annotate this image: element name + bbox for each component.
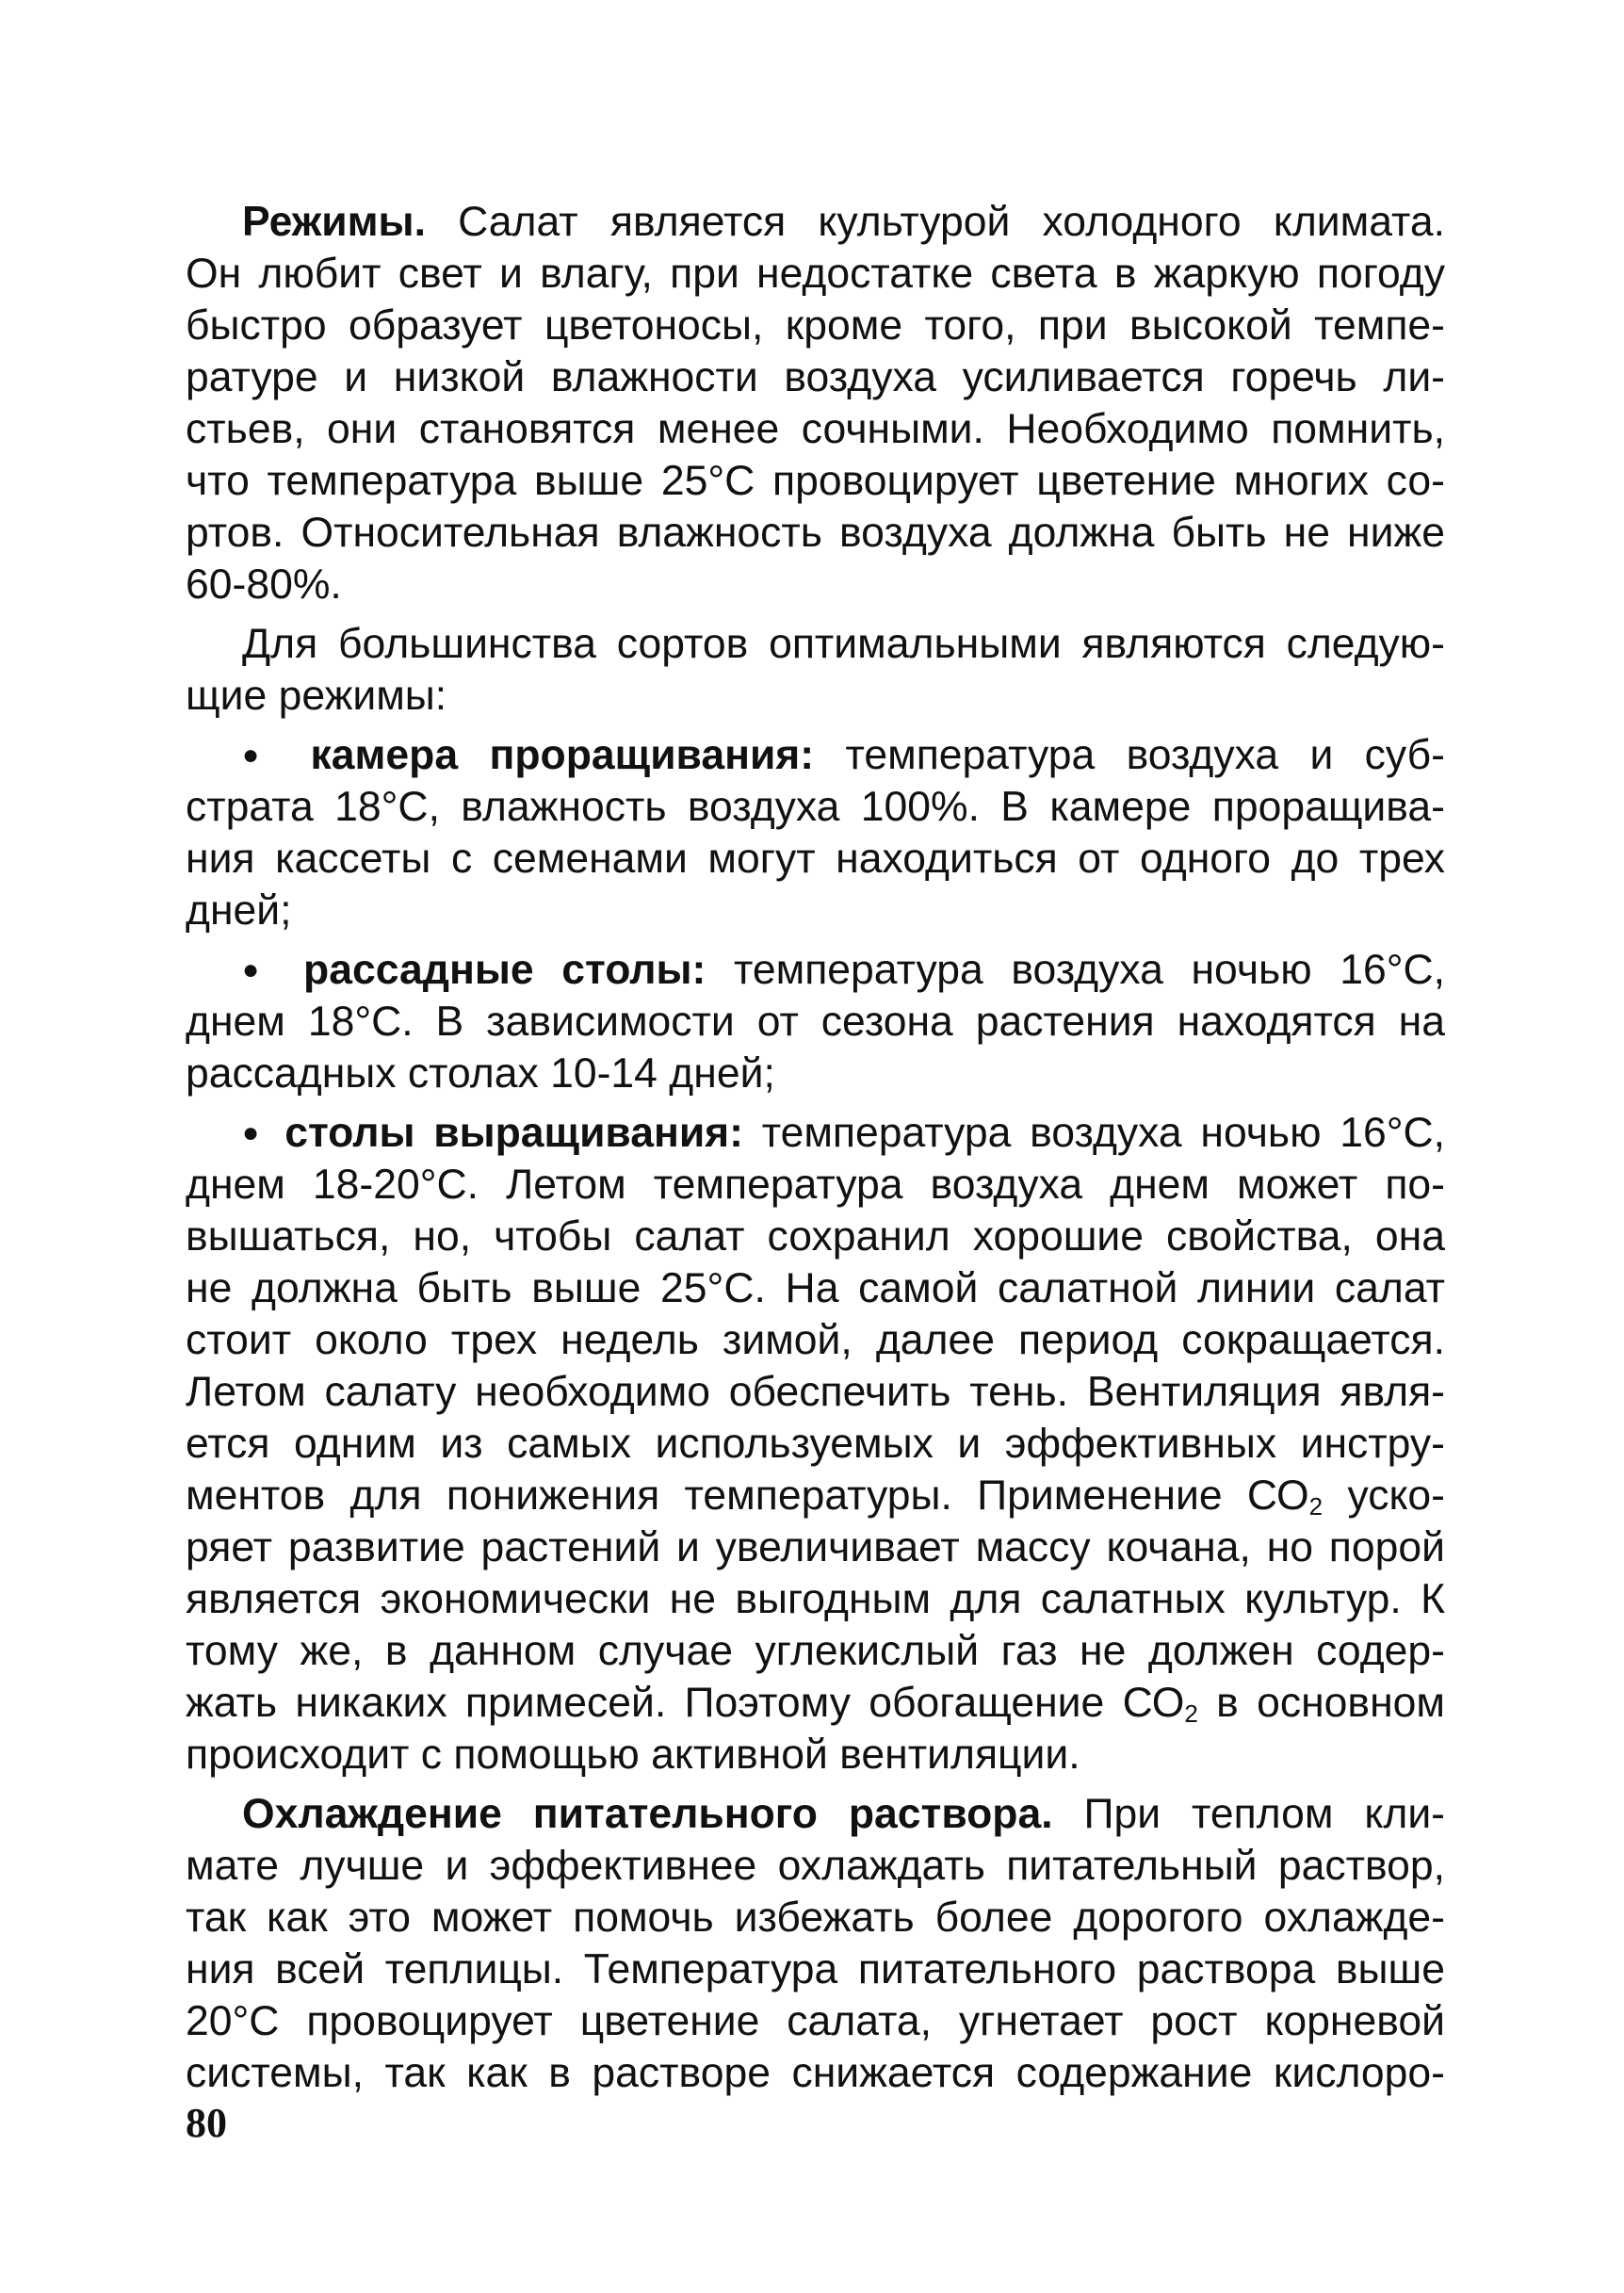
text-line xyxy=(186,833,1445,885)
text-line xyxy=(186,670,1445,722)
page-number: 80 xyxy=(186,2100,227,2146)
paragraph-gap xyxy=(186,936,1445,944)
text-run: страта 18°С, влажность воздуха 100%. В камере проращива- xyxy=(186,784,1445,830)
text-run: днем 18-20°С. Летом температура воздуха днем может по- xyxy=(186,1162,1445,1208)
text-run: ртов. Относительная влажность воздуха должна быть не ниже xyxy=(186,510,1445,556)
text-line xyxy=(186,248,1445,300)
text-run: так как это может помочь избежать более дорогого охлажде- xyxy=(186,1895,1445,1941)
text-run: ряет развитие растений и увеличивает массу кочана, но порой xyxy=(186,1524,1445,1570)
text-line xyxy=(186,196,1445,248)
text-line xyxy=(186,781,1445,833)
text-line xyxy=(186,455,1445,507)
text-run: системы, так как в растворе снижается содержание кислоро- xyxy=(186,2050,1445,2096)
text-run: быстро образует цветоносы, кроме того, при высокой темпе- xyxy=(186,302,1445,349)
text-line xyxy=(186,1521,1445,1573)
text-run: 20°С провоцирует цветение салата, угнетает рост корневой xyxy=(186,1998,1445,2044)
text-run: ния кассеты с семенами могут находиться от одного до трех xyxy=(186,836,1445,882)
text-line xyxy=(186,507,1445,559)
text-line xyxy=(186,618,1445,670)
text-line xyxy=(186,1211,1445,1262)
bold-heading: столы выращивания: xyxy=(266,1110,743,1156)
bold-heading: рассадные столы: xyxy=(275,947,706,993)
text-line xyxy=(186,351,1445,403)
bold-heading: Охлаждение питательного раствора. xyxy=(242,1791,1053,1837)
text-run: Он любит свет и влагу, при недостатке света в жаркую погоду xyxy=(186,251,1445,297)
paragraph xyxy=(186,1107,1445,1781)
text-run: Для большинства сортов оптимальными являются следую- xyxy=(242,621,1445,667)
text-run: температура воздуха и суб- xyxy=(814,732,1445,778)
text-line xyxy=(186,1788,1445,1840)
text-line xyxy=(186,1995,1445,2047)
text-run: При теплом кли- xyxy=(1052,1791,1445,1837)
text-line xyxy=(186,1262,1445,1314)
paragraph xyxy=(186,618,1445,722)
text-line xyxy=(186,1892,1445,1943)
text-run: ется одним из самых используемых и эффективных инстру- xyxy=(186,1421,1445,1467)
bold-heading: камера проращивания: xyxy=(279,732,815,778)
text-line xyxy=(186,944,1445,996)
text-run: ратуре и низкой влажности воздуха усиливается горечь ли- xyxy=(186,354,1445,400)
text-run: рассадных столах 10-14 дней; xyxy=(186,1050,775,1097)
text-line xyxy=(186,885,1445,936)
text-run: дней; xyxy=(186,887,292,934)
paragraph-gap xyxy=(186,1781,1445,1788)
paragraph xyxy=(186,196,1445,610)
text-line xyxy=(186,1107,1445,1159)
text-line xyxy=(186,996,1445,1048)
text-run: происходит с помощью активной вентиляции. xyxy=(186,1732,1080,1778)
text-line xyxy=(186,1366,1445,1418)
text-run: ния всей теплицы. Температура питательного раствора выше xyxy=(186,1946,1445,1992)
text-run: жать никаких примесей. Поэтому обогащение СО xyxy=(186,1680,1185,1726)
text-run: не должна быть выше 25°С. На самой салатной линии салат xyxy=(186,1265,1445,1311)
text-line xyxy=(186,2047,1445,2099)
text-line xyxy=(186,403,1445,455)
text-run: тому же, в данном случае углекислый газ не должен содер- xyxy=(186,1628,1445,1674)
text-run: температура воздуха ночью 16°С, xyxy=(742,1110,1445,1156)
text-line xyxy=(186,1625,1445,1677)
text-line xyxy=(186,1314,1445,1366)
text-run: стоит около трех недель зимой, далее период сокращается. xyxy=(186,1317,1445,1363)
text-run: мате лучше и эффективнее охлаждать питательный раствор, xyxy=(186,1843,1445,1889)
paragraph-gap xyxy=(186,610,1445,618)
text-line xyxy=(186,1943,1445,1995)
text-line xyxy=(186,1418,1445,1470)
text-line xyxy=(186,300,1445,351)
text-line xyxy=(186,729,1445,781)
text-run: стьев, они становятся менее сочными. Необходимо помнить, xyxy=(186,406,1445,452)
text-line xyxy=(186,1729,1445,1781)
bullet-icon: ● xyxy=(242,740,280,771)
paragraph xyxy=(186,729,1445,936)
text-line xyxy=(186,559,1445,610)
text-run: что температура выше 25°С провоцирует цветение многих со- xyxy=(186,458,1445,504)
paragraph-gap xyxy=(186,1099,1445,1107)
text-line xyxy=(186,1048,1445,1099)
paragraph xyxy=(186,1788,1445,2099)
text-line xyxy=(186,1677,1445,1729)
text-run: является экономически не выгодным для салатных культур. К xyxy=(186,1576,1445,1622)
text-run: Салат является культурой холодного климата. xyxy=(425,199,1445,245)
subscript: 2 xyxy=(1308,1492,1324,1521)
text-line xyxy=(186,1470,1445,1521)
text-run: щие режимы: xyxy=(186,673,447,719)
text-line xyxy=(186,1159,1445,1211)
subscript: 2 xyxy=(1184,1699,1198,1728)
text-run: в основном xyxy=(1197,1680,1445,1726)
text-run: уско- xyxy=(1323,1472,1445,1519)
text-run: температура воздуха ночью 16°С, xyxy=(706,947,1445,993)
text-run: днем 18°С. В зависимости от сезона растения находятся на xyxy=(186,999,1445,1045)
bold-heading: Режимы. xyxy=(242,199,426,245)
text-line xyxy=(186,1840,1445,1892)
text-run: вышаться, но, чтобы салат сохранил хорошие свойства, она xyxy=(186,1213,1445,1260)
text-run: 60-80%. xyxy=(186,561,342,608)
bullet-icon: ● xyxy=(242,954,276,985)
paragraph-gap xyxy=(186,722,1445,729)
text-run: ментов для понижения температуры. Применение СО xyxy=(186,1472,1309,1519)
paragraph xyxy=(186,944,1445,1099)
text-run: Летом салату необходимо обеспечить тень. Вентиляция явля- xyxy=(186,1369,1445,1415)
text-line xyxy=(186,1573,1445,1625)
page-body xyxy=(186,196,1445,2099)
bullet-icon: ● xyxy=(242,1117,267,1148)
